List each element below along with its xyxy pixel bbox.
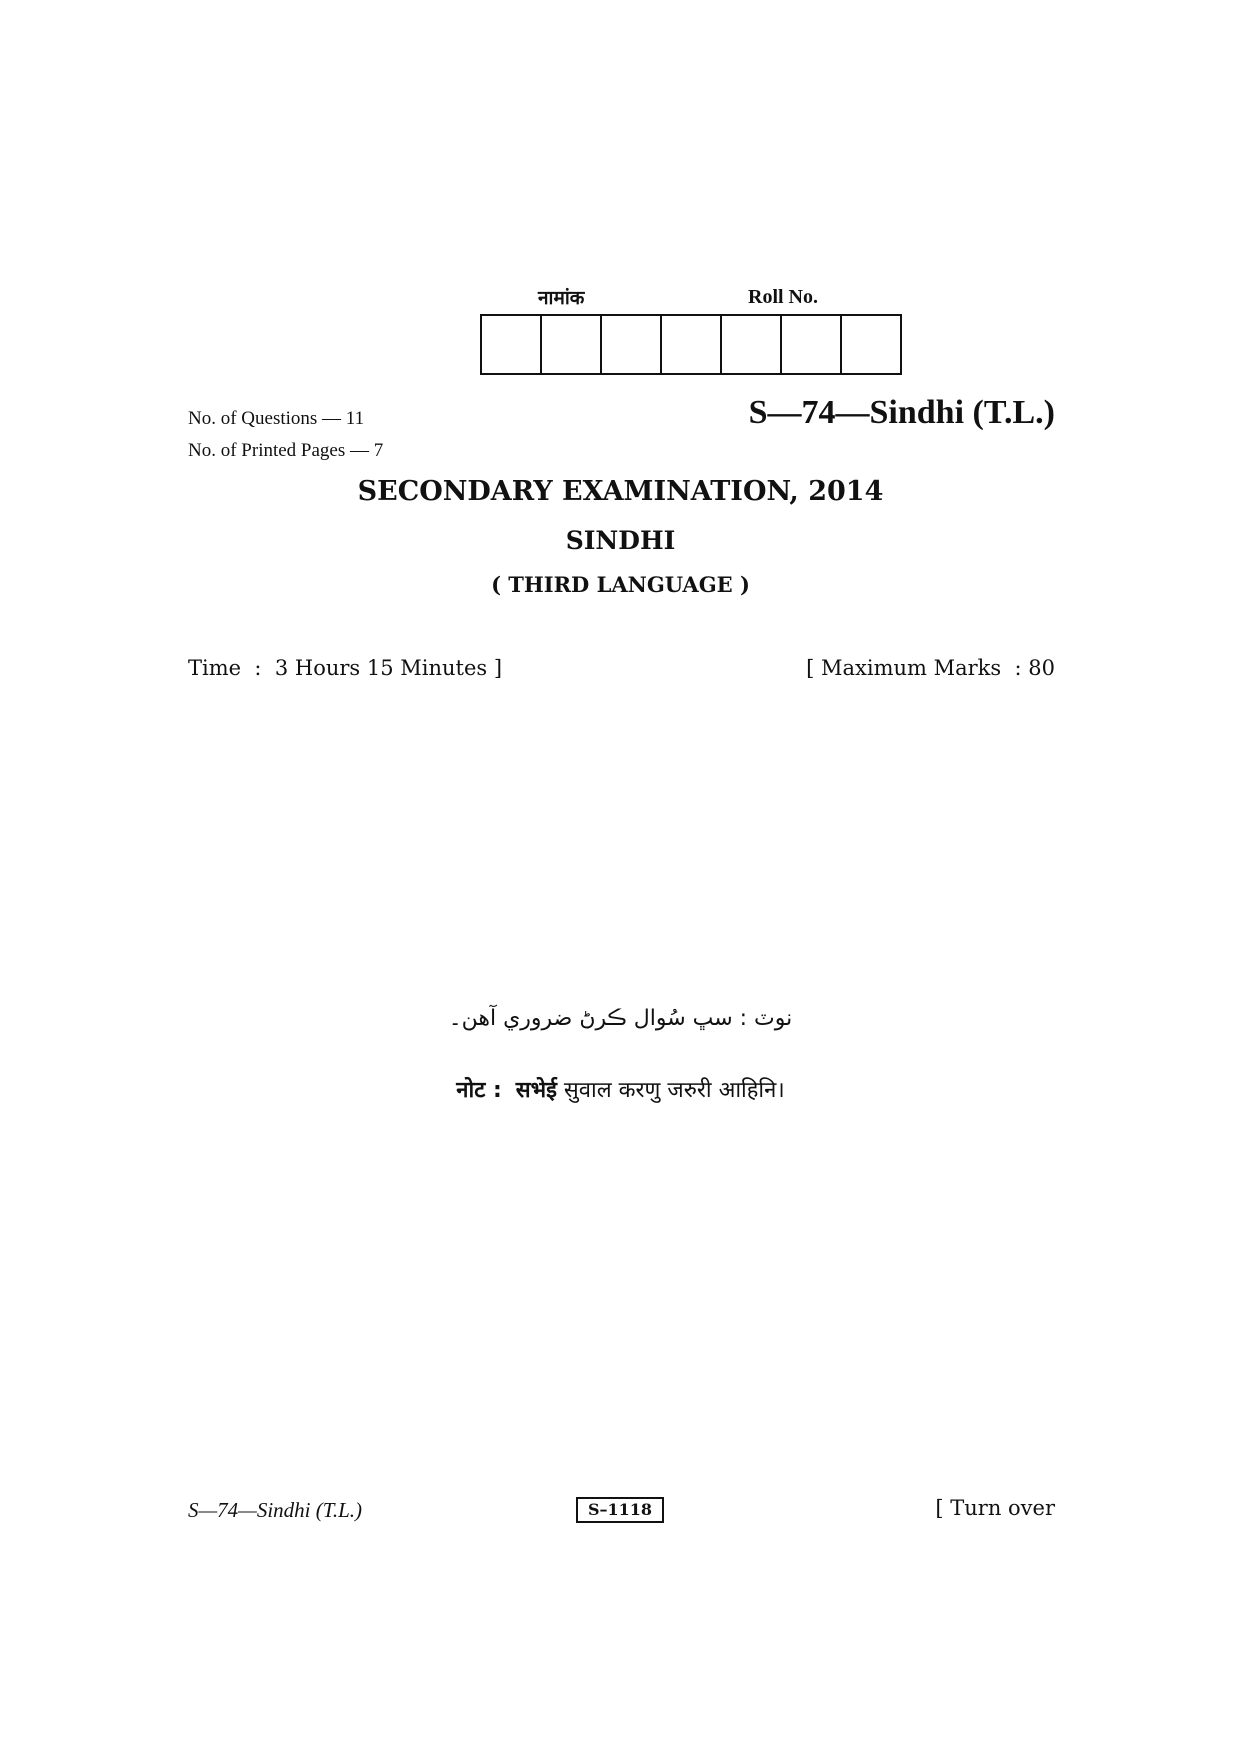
footer-serial-code: S–1118 <box>576 1497 664 1523</box>
note-hindi-label: नोट : <box>456 1078 502 1103</box>
time-duration: Time : 3 Hours 15 Minutes ] <box>188 656 503 680</box>
note-sindhi: نوٽ : سڀ سُوال ڪرڻ ضروري آهن۔ <box>448 1006 793 1031</box>
roll-number-box <box>602 316 662 373</box>
exam-title: SECONDARY EXAMINATION, 2014 <box>357 476 884 507</box>
roll-number-label: Roll No. <box>748 286 818 308</box>
note-hindi-text: सुवाल करणु जरुरी आहिनि। <box>563 1078 785 1103</box>
note-hindi-bold: सभेई <box>515 1078 557 1103</box>
subject-title: SINDHI <box>565 526 676 555</box>
language-title: ( THIRD LANGUAGE ) <box>491 572 750 597</box>
number-of-printed-pages: No. of Printed Pages — 7 <box>188 440 384 461</box>
paper-code: S—74—Sindhi (T.L.) <box>748 394 1055 431</box>
roll-number-box <box>482 316 542 373</box>
maximum-marks: [ Maximum Marks : 80 <box>806 656 1055 680</box>
roll-number-box <box>782 316 842 373</box>
roll-number-box <box>722 316 782 373</box>
turn-over-label: [ Turn over <box>935 1496 1055 1520</box>
roll-number-boxes <box>480 314 902 375</box>
roll-number-box <box>662 316 722 373</box>
roll-number-label-hindi: नामांक <box>538 287 585 309</box>
roll-number-box <box>542 316 602 373</box>
roll-number-box <box>842 316 900 373</box>
note-hindi <box>0 1074 1241 1104</box>
footer-paper-code: S—74—Sindhi (T.L.) <box>188 1498 363 1522</box>
number-of-questions: No. of Questions — 11 <box>188 408 365 429</box>
